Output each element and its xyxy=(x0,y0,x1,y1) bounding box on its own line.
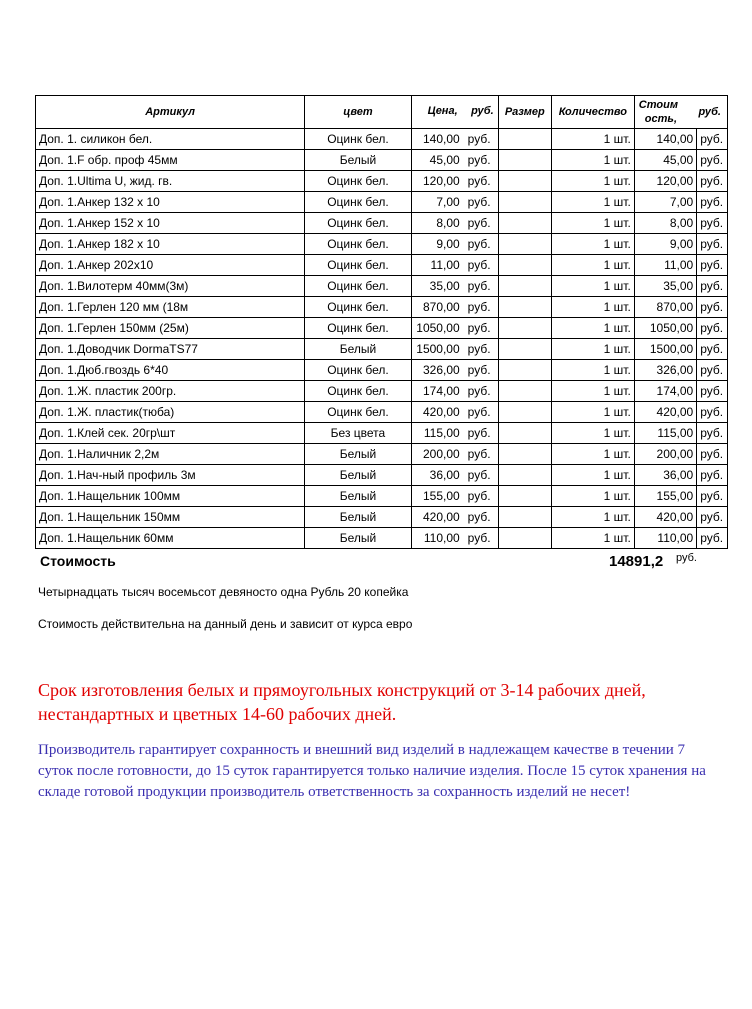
cell-cost-currency: руб. xyxy=(697,486,728,507)
cell-price xyxy=(411,423,498,444)
cell-cost-currency: руб. xyxy=(697,276,728,297)
table-row xyxy=(36,213,728,234)
cell-price-currency: руб. xyxy=(467,531,491,545)
cell-cost-currency: руб. xyxy=(697,150,728,171)
cell-article: Доп. 1.Анкер 182 х 10 xyxy=(36,234,305,255)
cell-price-value: 174,00 xyxy=(422,384,460,398)
cell-color: Белый xyxy=(305,339,411,360)
cell-color: Белый xyxy=(305,465,411,486)
table-body xyxy=(36,129,728,549)
cell-article: Доп. 1.Анкер 132 х 10 xyxy=(36,192,305,213)
cell-price-value: 9,00 xyxy=(436,237,460,251)
cell-price-value: 200,00 xyxy=(422,447,460,461)
cell-article: Доп. 1.Анкер 202х10 xyxy=(36,255,305,276)
cell-size xyxy=(498,381,551,402)
cell-price xyxy=(411,465,498,486)
guarantee-notice: Производитель гарантирует сохранность и внешний вид изделий в надлежащем качестве в течении 7 суток после готовности, до 15 суток гарантируется только наличие изделия. После 15 суток хранения на складе готовой продукции производитель ответственность за сохранность изделий не несет! xyxy=(38,742,706,800)
table-row xyxy=(36,339,728,360)
cell-price xyxy=(411,318,498,339)
cell-price-value: 155,00 xyxy=(422,489,460,503)
cell-color: Оцинк бел. xyxy=(305,171,411,192)
cell-price xyxy=(411,255,498,276)
table-row xyxy=(36,297,728,318)
cell-price-currency: руб. xyxy=(467,363,491,377)
cell-price-value: 8,00 xyxy=(436,216,460,230)
cell-article: Доп. 1.Ж. пластик 200гр. xyxy=(36,381,305,402)
table-row xyxy=(36,486,728,507)
cell-price-currency: руб. xyxy=(467,216,491,230)
cell-quantity: 1 шт. xyxy=(551,276,634,297)
cell-quantity: 1 шт. xyxy=(551,465,634,486)
cell-price-currency: руб. xyxy=(467,279,491,293)
cell-article: Доп. 1.Анкер 152 х 10 xyxy=(36,213,305,234)
cell-color: Оцинк бел. xyxy=(305,234,411,255)
cell-price-currency: руб. xyxy=(467,426,491,440)
cell-price xyxy=(411,234,498,255)
cell-price-currency: руб. xyxy=(467,195,491,209)
cell-price xyxy=(411,213,498,234)
cell-cost: 174,00 xyxy=(634,381,696,402)
cell-size xyxy=(498,150,551,171)
cell-cost: 420,00 xyxy=(634,402,696,423)
cell-price xyxy=(411,192,498,213)
cell-cost-currency: руб. xyxy=(697,192,728,213)
cell-quantity: 1 шт. xyxy=(551,360,634,381)
cell-price xyxy=(411,360,498,381)
cell-price xyxy=(411,171,498,192)
cell-price-value: 420,00 xyxy=(422,405,460,419)
cell-price-value: 140,00 xyxy=(422,132,460,146)
cell-price-currency: руб. xyxy=(467,384,491,398)
table-row xyxy=(36,276,728,297)
cell-color: Оцинк бел. xyxy=(305,129,411,150)
table-row xyxy=(36,528,728,549)
cell-article: Доп. 1.Нач-ный профиль 3м xyxy=(36,465,305,486)
cell-article: Доп. 1.Ultima U, жид. гв. xyxy=(36,171,305,192)
cell-cost-currency: руб. xyxy=(697,255,728,276)
table-row xyxy=(36,192,728,213)
total-value: 14891,2 xyxy=(609,553,664,570)
cell-color: Оцинк бел. xyxy=(305,213,411,234)
cell-price-currency: руб. xyxy=(467,321,491,335)
cell-size xyxy=(498,402,551,423)
cell-price xyxy=(411,297,498,318)
cell-price-value: 326,00 xyxy=(422,363,460,377)
cell-cost-currency: руб. xyxy=(697,318,728,339)
cell-size xyxy=(498,339,551,360)
cell-cost-currency: руб. xyxy=(697,423,728,444)
table-row xyxy=(36,381,728,402)
cell-price-value: 1050,00 xyxy=(416,321,460,335)
cell-price xyxy=(411,339,498,360)
table-header-row xyxy=(36,96,728,129)
cell-cost: 1500,00 xyxy=(634,339,696,360)
cell-color: Белый xyxy=(305,486,411,507)
table-row xyxy=(36,150,728,171)
cell-price-value: 870,00 xyxy=(422,300,460,314)
table-row xyxy=(36,444,728,465)
cell-quantity: 1 шт. xyxy=(551,255,634,276)
cell-article: Доп. 1.Герлен 150мм (25м) xyxy=(36,318,305,339)
cell-price xyxy=(411,381,498,402)
cell-cost-currency: руб. xyxy=(697,297,728,318)
cell-article: Доп. 1.Дюб.гвоздь 6*40 xyxy=(36,360,305,381)
cell-cost-currency: руб. xyxy=(697,339,728,360)
cell-quantity: 1 шт. xyxy=(551,318,634,339)
cell-cost: 420,00 xyxy=(634,507,696,528)
cell-price-value: 35,00 xyxy=(429,279,460,293)
cell-article: Доп. 1.F обр. проф 45мм xyxy=(36,150,305,171)
cell-quantity: 1 шт. xyxy=(551,129,634,150)
cell-article: Доп. 1.Нащельник 60мм xyxy=(36,528,305,549)
cell-price-currency: руб. xyxy=(467,342,491,356)
header-cost xyxy=(634,96,727,129)
cell-cost: 200,00 xyxy=(634,444,696,465)
cell-color: Белый xyxy=(305,444,411,465)
cell-size xyxy=(498,234,551,255)
cell-quantity: 1 шт. xyxy=(551,171,634,192)
table-row xyxy=(36,129,728,150)
header-price-label: Цена, xyxy=(427,105,458,117)
cell-color: Оцинк бел. xyxy=(305,381,411,402)
cell-price-value: 1500,00 xyxy=(416,342,460,356)
cell-cost: 11,00 xyxy=(634,255,696,276)
cell-size xyxy=(498,423,551,444)
cell-quantity: 1 шт. xyxy=(551,423,634,444)
cell-cost: 120,00 xyxy=(634,171,696,192)
validity-note: Стоимость действительна на данный день и зависит от курса евро xyxy=(38,617,413,631)
cell-size xyxy=(498,255,551,276)
cell-quantity: 1 шт. xyxy=(551,402,634,423)
cell-price xyxy=(411,528,498,549)
cell-cost-currency: руб. xyxy=(697,234,728,255)
cell-price-value: 115,00 xyxy=(423,426,460,440)
cell-size xyxy=(498,192,551,213)
cell-article: Доп. 1.Ж. пластик(тюба) xyxy=(36,402,305,423)
total-currency: руб. xyxy=(676,552,697,564)
cell-cost: 155,00 xyxy=(634,486,696,507)
cell-quantity: 1 шт. xyxy=(551,297,634,318)
cell-color: Белый xyxy=(305,507,411,528)
cell-size xyxy=(498,444,551,465)
cell-color: Без цвета xyxy=(305,423,411,444)
cell-price xyxy=(411,444,498,465)
cell-size xyxy=(498,528,551,549)
cell-cost-currency: руб. xyxy=(697,171,728,192)
table-row xyxy=(36,360,728,381)
cell-color: Белый xyxy=(305,528,411,549)
cell-quantity: 1 шт. xyxy=(551,213,634,234)
cell-price xyxy=(411,402,498,423)
cell-size xyxy=(498,129,551,150)
cell-color: Оцинк бел. xyxy=(305,297,411,318)
cell-article: Доп. 1.Вилотерм 40мм(3м) xyxy=(36,276,305,297)
cell-article: Доп. 1.Клей сек. 20гр\шт xyxy=(36,423,305,444)
cell-quantity: 1 шт. xyxy=(551,339,634,360)
cell-article: Доп. 1. силикон бел. xyxy=(36,129,305,150)
cell-color: Оцинк бел. xyxy=(305,318,411,339)
cell-cost: 7,00 xyxy=(634,192,696,213)
cell-cost-currency: руб. xyxy=(697,444,728,465)
cell-price-currency: руб. xyxy=(467,468,491,482)
cell-cost: 115,00 xyxy=(634,423,696,444)
cell-cost: 870,00 xyxy=(634,297,696,318)
header-color: цвет xyxy=(305,96,411,129)
cell-quantity: 1 шт. xyxy=(551,234,634,255)
cell-price-currency: руб. xyxy=(467,489,491,503)
cell-quantity: 1 шт. xyxy=(551,381,634,402)
cell-size xyxy=(498,360,551,381)
header-cost-top: Стоим xyxy=(638,99,678,111)
cell-cost: 140,00 xyxy=(634,129,696,150)
cell-article: Доп. 1.Доводчик DormaTS77 xyxy=(36,339,305,360)
cell-size xyxy=(498,276,551,297)
cell-price-currency: руб. xyxy=(467,153,491,167)
cell-price xyxy=(411,150,498,171)
cell-color: Оцинк бел. xyxy=(305,192,411,213)
cell-cost-currency: руб. xyxy=(697,381,728,402)
cell-price-value: 11,00 xyxy=(430,258,460,272)
header-article: Артикул xyxy=(36,96,305,129)
cell-size xyxy=(498,297,551,318)
cell-color: Белый xyxy=(305,150,411,171)
table-row xyxy=(36,423,728,444)
cell-cost-currency: руб. xyxy=(697,465,728,486)
cell-cost: 326,00 xyxy=(634,360,696,381)
cell-color: Оцинк бел. xyxy=(305,276,411,297)
cell-cost-currency: руб. xyxy=(697,528,728,549)
production-term-notice: Срок изготовления белых и прямоугольных конструкций от 3-14 рабочих дней, нестандартных и цветных 14-60 рабочих дней. xyxy=(38,680,646,724)
cell-size xyxy=(498,465,551,486)
table-row xyxy=(36,234,728,255)
table-row xyxy=(36,171,728,192)
cell-price-currency: руб. xyxy=(467,510,491,524)
cell-article: Доп. 1.Нащельник 150мм xyxy=(36,507,305,528)
cell-price-value: 420,00 xyxy=(422,510,460,524)
cell-quantity: 1 шт. xyxy=(551,192,634,213)
table-row xyxy=(36,465,728,486)
cell-article: Доп. 1.Нащельник 100мм xyxy=(36,486,305,507)
table-row xyxy=(36,402,728,423)
cell-size xyxy=(498,213,551,234)
cell-article: Доп. 1.Герлен 120 мм (18м xyxy=(36,297,305,318)
cell-quantity: 1 шт. xyxy=(551,150,634,171)
cell-cost: 1050,00 xyxy=(634,318,696,339)
cell-cost-currency: руб. xyxy=(697,402,728,423)
header-price xyxy=(411,96,498,129)
cell-price-currency: руб. xyxy=(467,174,491,188)
cell-cost-currency: руб. xyxy=(697,507,728,528)
cell-price xyxy=(411,486,498,507)
cell-quantity: 1 шт. xyxy=(551,486,634,507)
cell-quantity: 1 шт. xyxy=(551,507,634,528)
cell-price xyxy=(411,507,498,528)
total-label: Стоимость xyxy=(40,553,116,569)
items-table xyxy=(35,95,728,549)
amount-in-words: Четырнадцать тысяч восемьсот девяносто одна Рубль 20 копейка xyxy=(38,585,409,599)
cell-price-currency: руб. xyxy=(467,132,491,146)
cell-size xyxy=(498,318,551,339)
table-row xyxy=(36,507,728,528)
cell-size xyxy=(498,507,551,528)
cell-cost: 110,00 xyxy=(634,528,696,549)
header-size: Размер xyxy=(498,96,551,129)
cell-price-currency: руб. xyxy=(467,405,491,419)
cell-price-value: 120,00 xyxy=(422,174,460,188)
cell-cost: 36,00 xyxy=(634,465,696,486)
header-price-currency: руб. xyxy=(471,105,494,117)
cell-price-value: 36,00 xyxy=(429,468,460,482)
cell-size xyxy=(498,171,551,192)
cell-price-value: 110,00 xyxy=(423,531,460,545)
cell-quantity: 1 шт. xyxy=(551,528,634,549)
cell-cost-currency: руб. xyxy=(697,129,728,150)
table-row xyxy=(36,255,728,276)
cell-cost-currency: руб. xyxy=(697,213,728,234)
header-cost-bottom: ость, xyxy=(644,113,678,125)
cell-cost: 8,00 xyxy=(634,213,696,234)
cell-price-value: 45,00 xyxy=(429,153,460,167)
cell-color: Оцинк бел. xyxy=(305,402,411,423)
cell-cost: 9,00 xyxy=(634,234,696,255)
cell-size xyxy=(498,486,551,507)
cell-price-currency: руб. xyxy=(467,237,491,251)
cell-cost: 45,00 xyxy=(634,150,696,171)
cell-cost: 35,00 xyxy=(634,276,696,297)
cell-article: Доп. 1.Наличник 2,2м xyxy=(36,444,305,465)
header-cost-currency: руб. xyxy=(698,106,721,118)
cell-price-currency: руб. xyxy=(467,300,491,314)
cell-quantity: 1 шт. xyxy=(551,444,634,465)
table-row xyxy=(36,318,728,339)
header-quantity: Количество xyxy=(551,96,634,129)
cell-price-currency: руб. xyxy=(467,447,491,461)
cell-cost-currency: руб. xyxy=(697,360,728,381)
cell-price-value: 7,00 xyxy=(436,195,460,209)
cell-price-currency: руб. xyxy=(467,258,491,272)
cell-color: Оцинк бел. xyxy=(305,360,411,381)
cell-color: Оцинк бел. xyxy=(305,255,411,276)
cell-price xyxy=(411,129,498,150)
cell-price xyxy=(411,276,498,297)
